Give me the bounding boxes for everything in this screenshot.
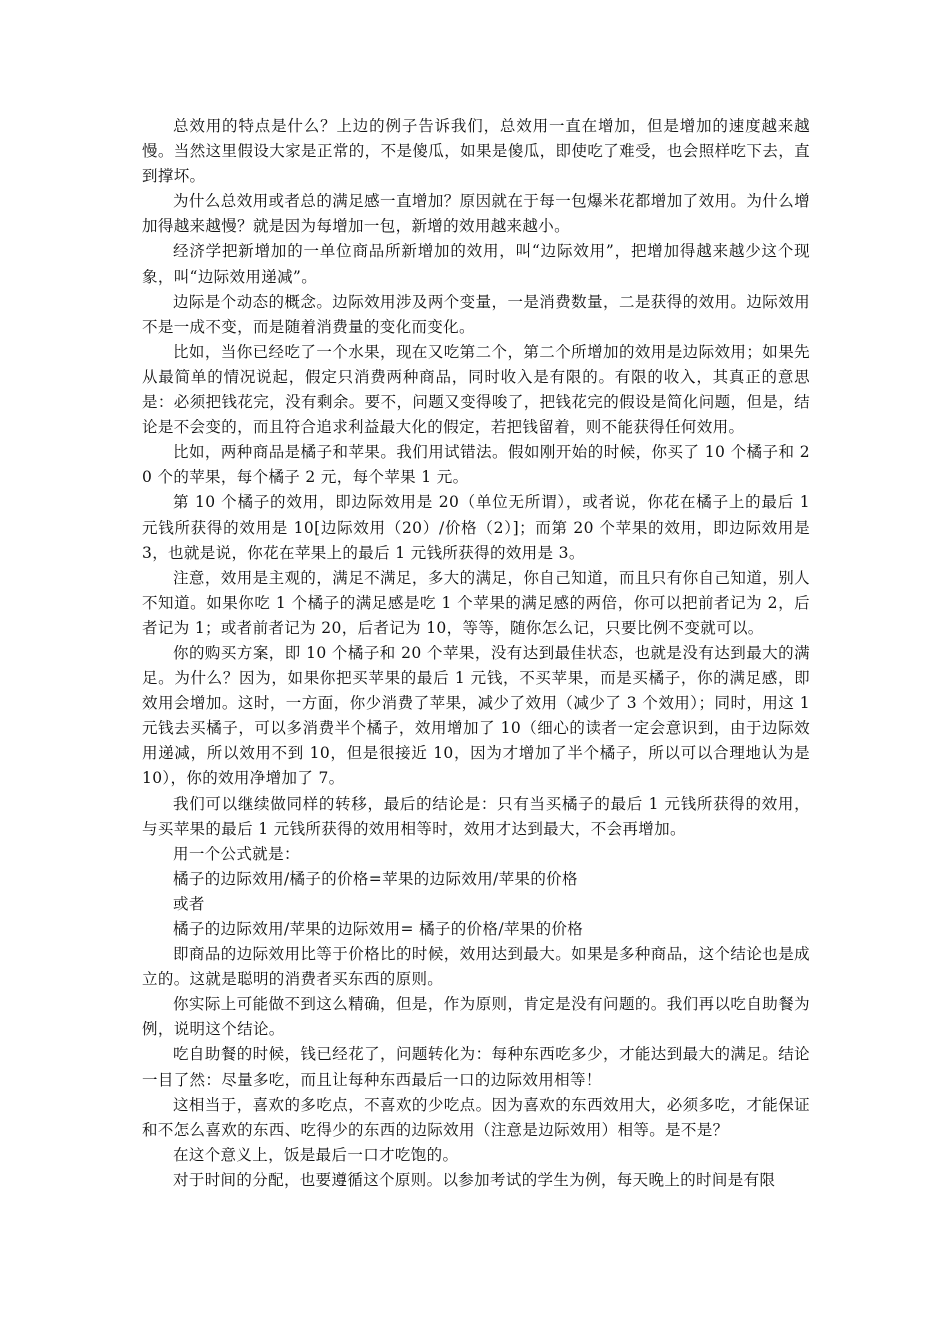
paragraph: 这相当于，喜欢的多吃点，不喜欢的少吃点。因为喜欢的东西效用大，必须多吃，才能保证和不怎么喜欢的东西、吃得少的东西的边际效用（注意是边际效用）相等。是不是？ bbox=[142, 1095, 810, 1139]
paragraph: 对于时间的分配，也要遵循这个原则。以参加考试的学生为例，每天晚上的时间是有限 bbox=[173, 1170, 776, 1189]
paragraph: 边际是个动态的概念。边际效用涉及两个变量，一是消费数量，二是获得的效用。边际效用不是一成不变，而是随着消费量的变化而变化。 bbox=[142, 292, 810, 336]
formula-line: 橘子的边际效用/苹果的边际效用= 橘子的价格/苹果的价格 bbox=[173, 920, 584, 938]
paragraph: 第 10 个橘子的效用，即边际效用是 20（单位无所谓），或者说，你花在橘子上的最后 1 元钱所获得的效用是 10[边际效用（20）/价格（2）]；而第 20 个苹果的效用，即边际效用是 3，也就是说，你花在苹果上的最后 1 元钱所获得的效用是 3。 bbox=[142, 493, 810, 562]
paragraph: 注意，效用是主观的，满足不满足，多大的满足，你自己知道，而且只有你自己知道，别人不知道。如果你吃 1 个橘子的满足感是吃 1 个苹果的满足感的两倍，你可以把前者记为 2，后者记为 1；或者前者记为 20，后者记为 10，等等，随你怎么记，只要比例不变就可以。 bbox=[142, 568, 810, 637]
paragraph: 比如，当你已经吃了一个水果，现在又吃第二个，第二个所增加的效用是边际效用；如果先从最简单的情况说起，假定只消费两种商品，同时收入是有限的。有限的收入，其真正的意思是：必须把钱花完，没有剩余。要不，问题又变得唆了，把钱花完的假设是简化问题，但是，结论是不会变的，而且符合追求利益最大化的假定，若把钱留着，则不能获得任何效用。 bbox=[142, 342, 810, 437]
document-body bbox=[142, 114, 810, 1193]
paragraph: 或者 bbox=[173, 894, 205, 913]
paragraph: 吃自助餐的时候，钱已经花了，问题转化为：每种东西吃多少，才能达到最大的满足。结论一目了然：尽量多吃，而且让每种东西最后一口的边际效用相等！ bbox=[142, 1045, 810, 1089]
paragraph: 你实际上可能做不到这么精确，但是，作为原则，肯定是没有问题的。我们再以吃自助餐为例，说明这个结论。 bbox=[142, 995, 810, 1039]
paragraph: 比如，两种商品是橘子和苹果。我们用试错法。假如刚开始的时候，你买了 10 个橘子和 20 个的苹果，每个橘子 2 元，每个苹果 1 元。 bbox=[142, 443, 810, 487]
paragraph: 为什么总效用或者总的满足感一直增加？原因就在于每一包爆米花都增加了效用。为什么增加得越来越慢？就是因为每增加一包，新增的效用越来越小。 bbox=[142, 192, 810, 236]
formula-line: 橘子的边际效用/橘子的价格=苹果的边际效用/苹果的价格 bbox=[173, 869, 578, 888]
paragraph: 你的购买方案，即 10 个橘子和 20 个苹果，没有达到最佳状态，也就是没有达到最大的满足。为什么？因为，如果你把买苹果的最后 1 元钱，不买苹果，而是买橘子，你的满足感，即效用会增加。这时，一方面，你少消费了苹果，减少了效用（减少了 3 个效用）；同时，用这 1 元钱去买橘子，可以多消费半个橘子，效用增加了 10（细心的读者一定会意识到，由于边际效用递减，所以效用不到 10，但是很接近 10，因为才增加了半个橘子，所以可以合理地认为是 10），你的效用净增加了 7。 bbox=[142, 643, 810, 788]
paragraph: 即商品的边际效用比等于价格比的时候，效用达到最大。如果是多种商品，这个结论也是成立的。这就是聪明的消费者买东西的原则。 bbox=[142, 945, 810, 989]
paragraph: 用一个公式就是： bbox=[173, 844, 300, 863]
paragraph: 在这个意义上，饭是最后一口才吃饱的。 bbox=[173, 1145, 459, 1164]
paragraph: 经济学把新增加的一单位商品所新增加的效用，叫“边际效用”，把增加得越来越少这个现象，叫“边际效用递减”。 bbox=[142, 242, 810, 286]
paragraph: 我们可以继续做同样的转移，最后的结论是：只有当买橘子的最后 1 元钱所获得的效用，与买苹果的最后 1 元钱所获得的效用相等时，效用才达到最大，不会再增加。 bbox=[142, 794, 810, 838]
paragraph: 总效用的特点是什么？上边的例子告诉我们，总效用一直在增加，但是增加的速度越来越慢。当然这里假设大家是正常的，不是傻瓜，如果是傻瓜，即使吃了难受，也会照样吃下去，直到撑坏。 bbox=[142, 117, 810, 186]
